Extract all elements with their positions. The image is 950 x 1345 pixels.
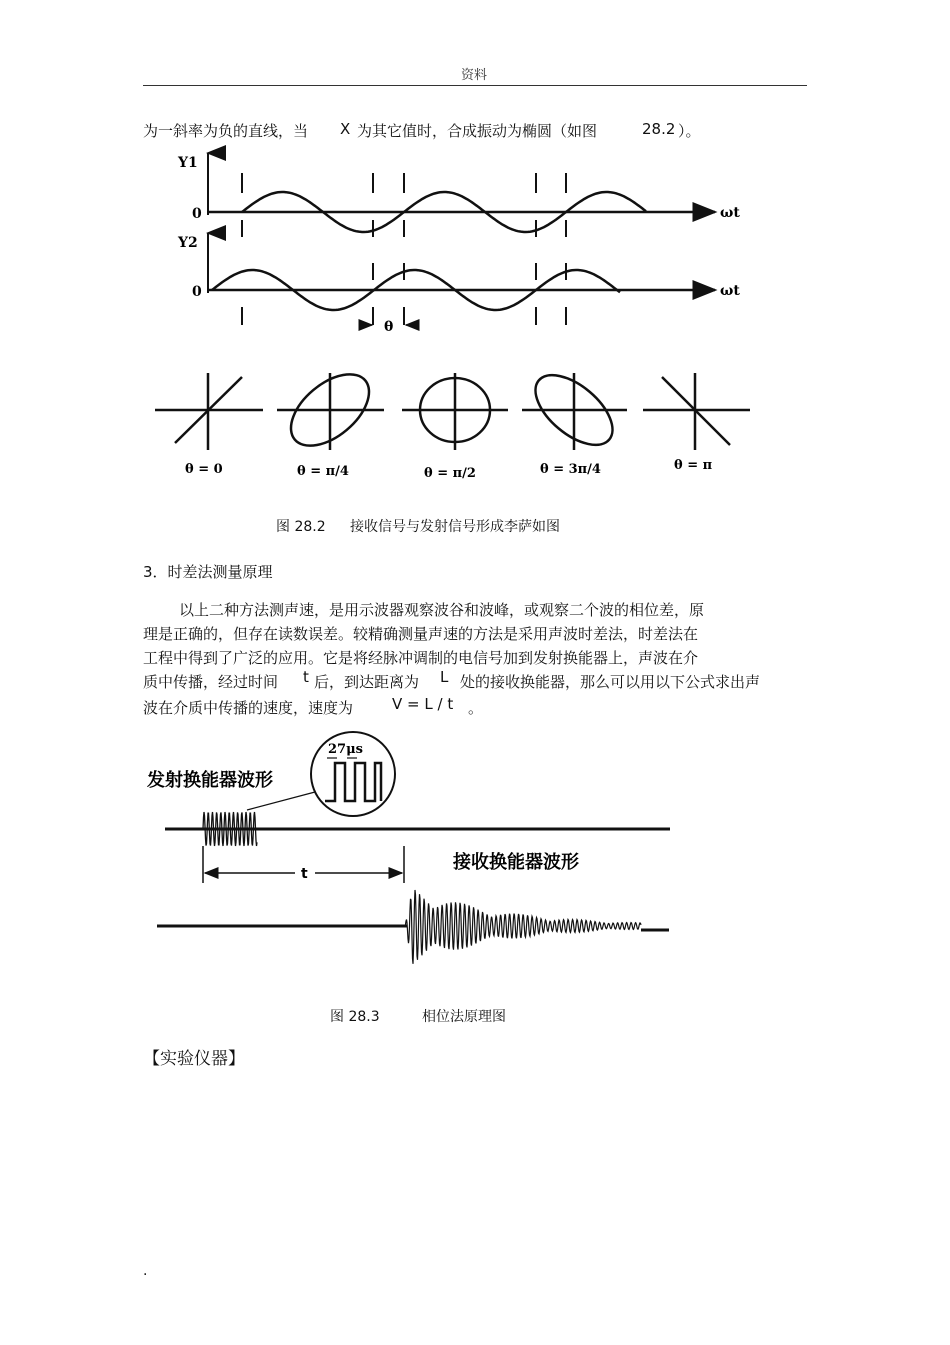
para2-line-3: 工程中得到了广泛的应用。它是将经脉冲调制的电信号加到发射换能器上，声波在介	[143, 649, 699, 667]
para1-variable-x: X	[340, 120, 351, 138]
para2-formula: V = L / t	[392, 695, 454, 713]
para1-part-c: 为其它值时，合成振动为椭圆（如图	[357, 122, 598, 140]
para2-line-5a: 波在介质中传播的速度，速度为	[143, 699, 354, 717]
lissajous-theta-pi-2	[402, 373, 508, 450]
para2-line-4e: 处的接收换能器，那么可以用以下公式求出声	[460, 673, 761, 691]
figure-28-2-caption-text: 接收信号与发射信号形成李萨如图	[350, 519, 560, 535]
figure-28-3-caption-text: 相位法原理图	[422, 1009, 506, 1025]
time-delay-label: t	[301, 866, 308, 882]
lissajous-theta-pi	[643, 373, 750, 450]
receive-waveform-label: 接收换能器波形	[453, 852, 579, 873]
y2-axis-label: ωt	[720, 283, 740, 299]
lissajous-label-0: θ = 0	[185, 462, 223, 477]
para1-part-e: ）。	[678, 122, 701, 140]
footer-mark: .	[143, 1263, 148, 1279]
figure-28-3-caption-number: 图 28.3	[330, 1009, 380, 1025]
para2-line-4a: 质中传播，经过时间	[143, 673, 279, 691]
theta-label: θ	[384, 319, 394, 335]
para2-line-4c: 后，到达距离为	[314, 673, 420, 691]
header-rule	[143, 85, 807, 86]
para2-line-2: 理是正确的，但存在读数误差。较精确测量声速的方法是采用声波时差法，时差法在	[143, 625, 699, 643]
pulse-width-label: 27μs	[328, 742, 363, 757]
page-header: 资料	[461, 68, 488, 83]
lissajous-theta-3pi-4	[522, 365, 627, 458]
para2-variable-l: L	[440, 668, 449, 686]
lissajous-label-4: θ = π	[674, 458, 713, 473]
figure-28-2-caption-number: 图 28.2	[276, 519, 326, 535]
para1-figure-ref: 28.2	[642, 120, 676, 138]
y1-label: Y1	[178, 155, 198, 171]
para2-line-5c: 。	[468, 699, 484, 717]
y1-zero-label: 0	[192, 206, 202, 222]
lissajous-theta-0	[155, 373, 263, 450]
para2-variable-t: t	[303, 668, 309, 686]
lissajous-label-1: θ = π/4	[297, 464, 349, 479]
emit-burst	[203, 812, 257, 846]
figure-28-2-lissajous	[150, 365, 760, 490]
lissajous-label-2: θ = π/2	[424, 466, 476, 481]
para1-part-a: 为一斜率为负的直线，当	[143, 122, 309, 140]
y2-zero-label: 0	[192, 284, 202, 300]
receive-wave	[405, 890, 641, 964]
section-3-title: 3．时差法测量原理	[143, 563, 273, 581]
y2-label: Y2	[178, 235, 198, 251]
figure-28-3-diagram	[145, 728, 685, 978]
y1-axis-label: ωt	[720, 205, 740, 221]
para2-line-1: 以上二种方法测声速，是用示波器观察波谷和波峰，或观察二个波的相位差，原	[179, 601, 705, 619]
figure-28-2-waveforms	[150, 145, 770, 345]
emit-waveform-label: 发射换能器波形	[147, 770, 273, 791]
lissajous-theta-pi-4	[277, 365, 384, 459]
lissajous-label-3: θ = 3π/4	[540, 462, 601, 477]
equipment-section-title: 【实验仪器】	[143, 1049, 245, 1069]
